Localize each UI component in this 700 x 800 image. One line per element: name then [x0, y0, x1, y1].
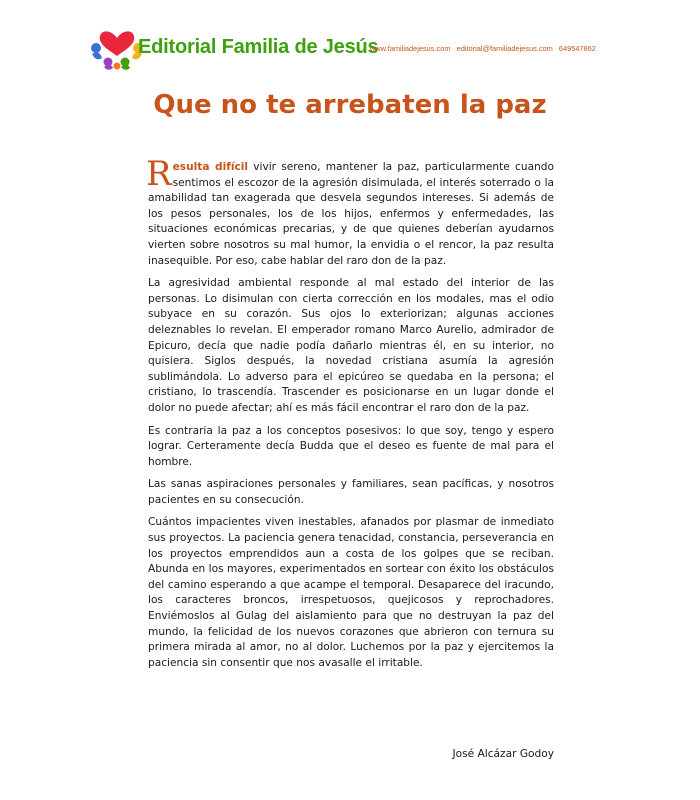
paragraph-1 — [146, 154, 554, 269]
lead-text: esulta difícil — [172, 161, 249, 173]
contact-info — [370, 44, 600, 53]
paragraph-5: Cuántos impacientes viven inestables, afanados por plasmar de inmediato sus proyectos. La paciencia genera tenacidad, constancia, perseverancia en los proyectos emprendidos aun a costa de los golpes que se reciban. Abunda en los mayores, experimentados en sortear con éxito los obstáculos del camino esperando a que acampe el temporal. Desaparece del iracundo, los caracteres broncos, irrespetuosos, quejicosos y reprochadores. Enviémoslos al Gulag del aislamiento para que no destruyan la paz del mundo, la felicidad de los nuevos corazones que abrieron con ternura su primera mirada al amor, no al dolor. Luchemos por la paz y ejercitemos la paciencia sin consentir que nos avasalle el irritable. — [148, 516, 554, 669]
website-link[interactable]: www.familiadejesus.com — [370, 44, 451, 53]
paragraph-1-text: vivir sereno, mantener la paz, particularmente cuando sentimos el escozor de la agresión disimulada, el interés soterrado o la amabilidad tan exagerada que desvela segundos intereses. Si además de los pesos personales, los de los hijos, enfermos y enfermedades, las situaciones económicas precarias, y de que quienes deberían ayudarnos vierten sobre nosotros su mal humor, la envidia o el rencor, la paz resulta inasequible. Por eso, cabe hablar del raro don de la paz. — [148, 161, 554, 267]
author-signature: José Alcázar Godoy — [452, 748, 554, 760]
drop-cap: R — [146, 154, 172, 194]
paragraph-2: La agresividad ambiental responde al mal estado del interior de las personas. Lo disimulan con cierta corrección en los modales, mas el odio subyace en su corazón. Sus ojos lo exteriorizan; algunas acciones deleznables lo revelan. El emperador romano Marco Aurelio, admirador de Epicuro, decía que nadie podía dañarlo mientras él, en su interior, no quisiera. Siglos después, la novedad cristiana asumía la agresión sublimándola. Lo adverso para el epicúreo se quedaba en la persona; el cristiano, lo trascendía. Trascender es posicionarse en un lugar donde el dolor no puede afectar; ahí es más fácil encontrar el raro don de la paz. — [148, 277, 554, 414]
brand-name: Editorial Familia de Jesús — [138, 36, 379, 58]
article-title: Que no te arrebaten la paz — [153, 90, 547, 120]
phone-number: 649547862 — [558, 44, 596, 53]
email-link[interactable]: editorial@familiadejesus.com — [456, 44, 553, 53]
article-body — [146, 154, 554, 678]
paragraph-3: Es contraria la paz a los conceptos posesivos: lo que soy, tengo y espero lograr. Certeramente decía Budda que el deseo es fuente de mal para el hombre. — [148, 424, 554, 468]
page-header — [88, 14, 688, 72]
paragraph-4: Las sanas aspiraciones personales y familiares, sean pacíficas, y nosotros pacientes en su consecución. — [148, 478, 554, 506]
